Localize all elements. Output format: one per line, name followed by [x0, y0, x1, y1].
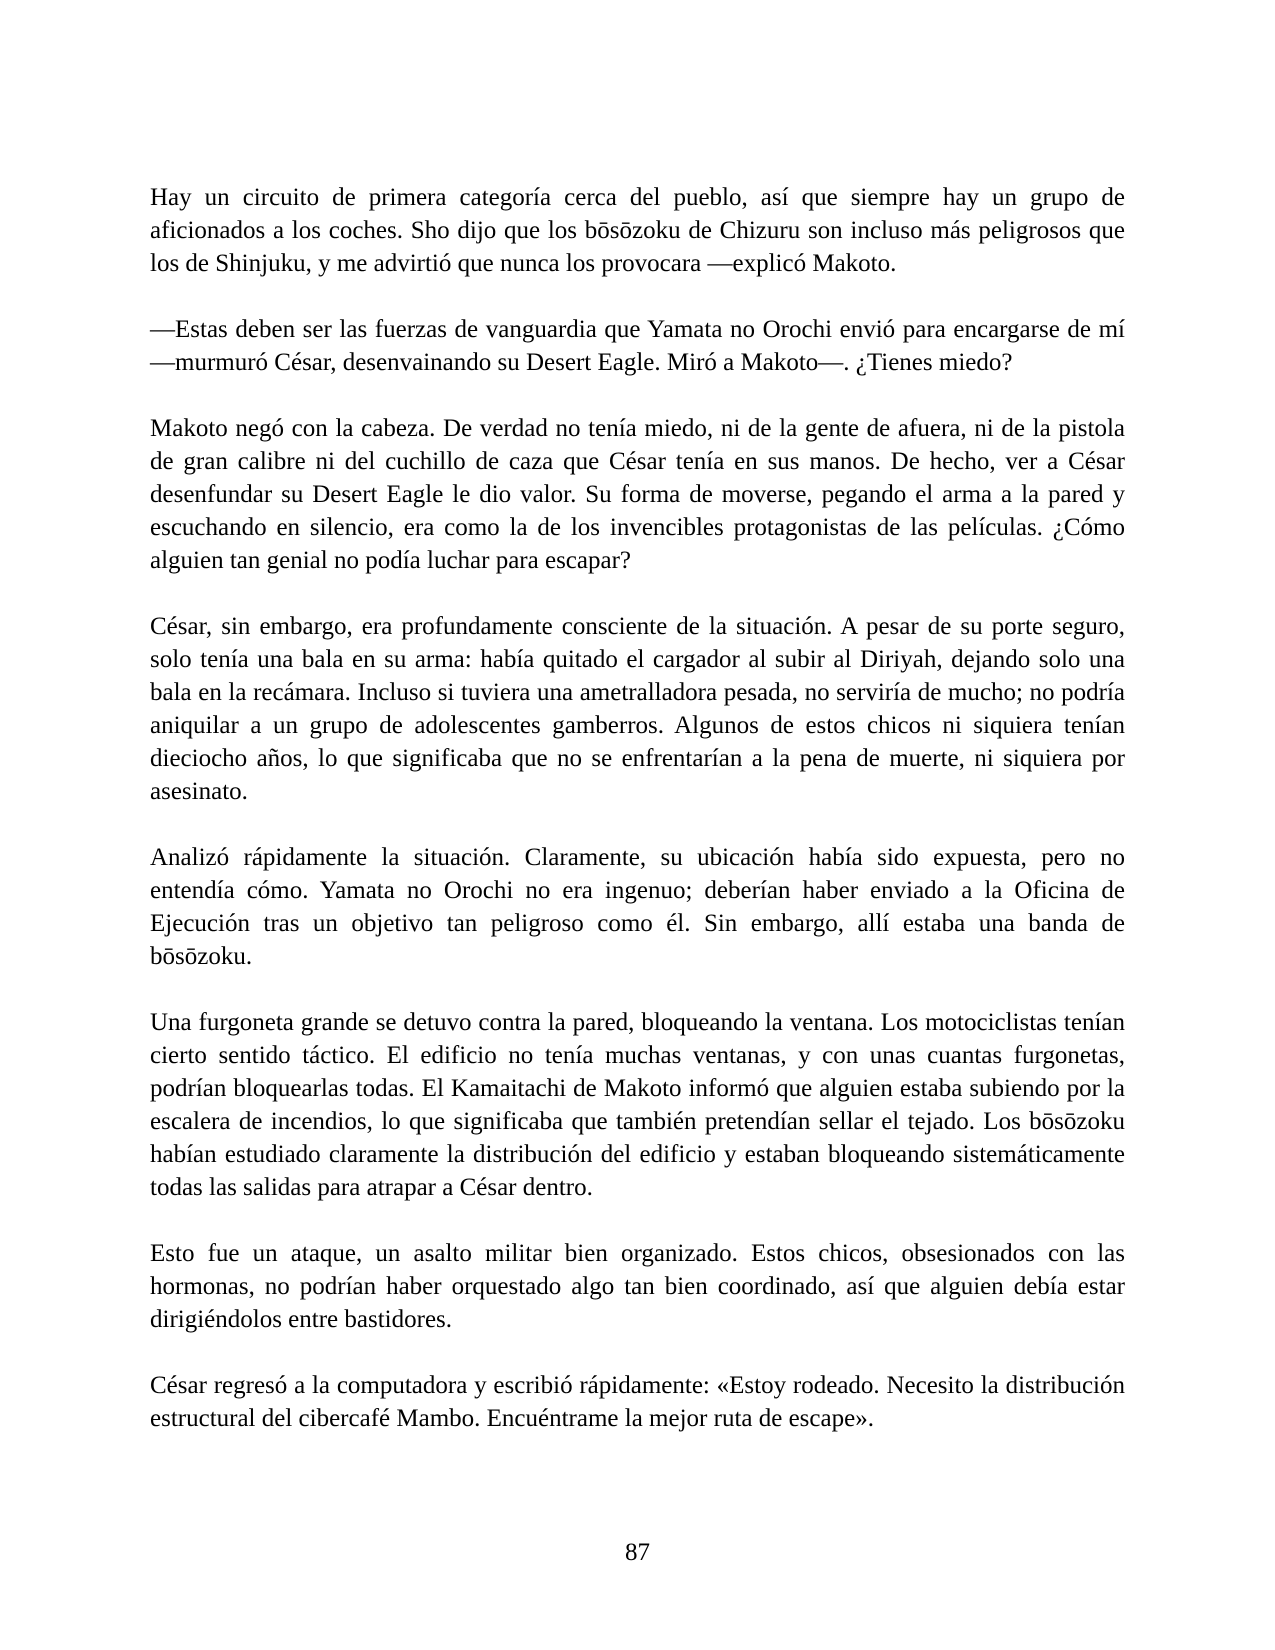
paragraph-8: César regresó a la computadora y escribió rápidamente: «Estoy rodeado. Necesito la distribución estructural del cibercafé Mambo. Encuéntrame la mejor ruta de escape».: [150, 1372, 1125, 1432]
paragraph-4: César, sin embargo, era profundamente consciente de la situación. A pesar de su porte seguro, solo tenía una bala en su arma: había quitado el cargador al subir al Diriyah, dejando solo una bala en la recámara. Incluso si tuviera una ametralladora pesada, no serviría de mucho; no podría aniquilar a un grupo de adolescentes gamberros. Algunos de estos chicos ni siquiera tenían dieciocho años, lo que significaba que no se enfrentarían a la pena de muerte, ni siquiera por asesinato.: [150, 613, 1125, 805]
paragraph-7: Esto fue un ataque, un asalto militar bien organizado. Estos chicos, obsesionados con las hormonas, no podrían haber orquestado algo tan bien coordinado, así que alguien debía estar dirigiéndolos entre bastidores.: [150, 1240, 1125, 1333]
paragraph-2: —Estas deben ser las fuerzas de vanguardia que Yamata no Orochi envió para encargarse de mí —murmuró César, desenvainando su Desert Eagle. Miró a Makoto—. ¿Tienes miedo?: [150, 316, 1125, 376]
page-body-text: [150, 181, 1125, 1435]
paragraph-6: Una furgoneta grande se detuvo contra la pared, bloqueando la ventana. Los motociclistas tenían cierto sentido táctico. El edificio no tenía muchas ventanas, y con unas cuantas furgonetas, podrían bloquearlas todas. El Kamaitachi de Makoto informó que alguien estaba subiendo por la escalera de incendios, lo que significaba que también pretendían sellar el tejado. Los bōsōzoku habían estudiado claramente la distribución del edificio y estaban bloqueando sistemáticamente todas las salidas para atrapar a César dentro.: [150, 1009, 1125, 1201]
page-number: 87: [625, 1539, 650, 1566]
paragraph-3: Makoto negó con la cabeza. De verdad no tenía miedo, ni de la gente de afuera, ni de la pistola de gran calibre ni del cuchillo de caza que César tenía en sus manos. De hecho, ver a César desenfundar su Desert Eagle le dio valor. Su forma de moverse, pegando el arma a la pared y escuchando en silencio, era como la de los invencibles protagonistas de las películas. ¿Cómo alguien tan genial no podía luchar para escapar?: [150, 415, 1125, 574]
paragraph-5: Analizó rápidamente la situación. Claramente, su ubicación había sido expuesta, pero no entendía cómo. Yamata no Orochi no era ingenuo; deberían haber enviado a la Oficina de Ejecución tras un objetivo tan peligroso como él. Sin embargo, allí estaba una banda de bōsōzoku.: [150, 844, 1125, 970]
paragraph-1: Hay un circuito de primera categoría cerca del pueblo, así que siempre hay un grupo de aficionados a los coches. Sho dijo que los bōsōzoku de Chizuru son incluso más peligrosos que los de Shinjuku, y me advirtió que nunca los provocara —explicó Makoto.: [150, 184, 1125, 277]
